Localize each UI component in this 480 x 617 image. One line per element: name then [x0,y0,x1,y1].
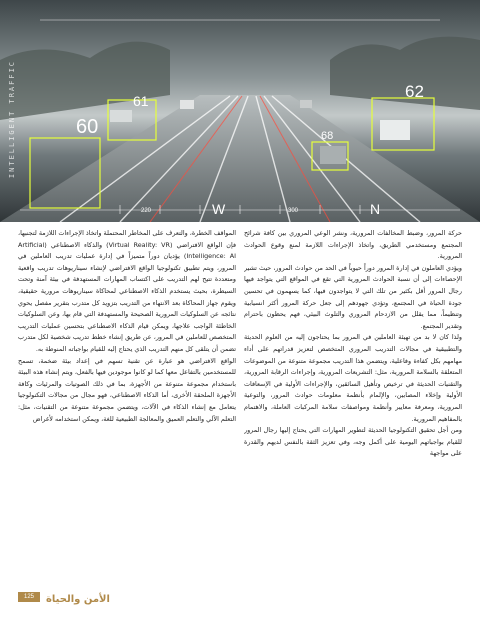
paragraph: المواقف الخطرة، والتعرف على المخاطر المحتملة واتخاذ الإجراءات اللازمة لتجنبها، فإن الواقع الافتراضي (Virtual Reality: VR) والذكاء الاصطناعي (Artificial Intelligence: AI) يؤديان دوراً متميزاً في إدارة عمليات تدريب العاملين في المرور، ويتم تطبيق تكنولوجيا الواقع الافتراضي لإنشاء سيناريوهات تدريب واقعية ومتعددة تتيح لهم التدريب على اكتساب المهارات المستهدفة في بيئة آمنة وتحت السيطرة، بحيث يستخدم الذكاء الاصطناعي لمحاكاة سيناريوهات مرورية حقيقية، ويقوم جهاز المحاكاة بعد الانتهاء من التدريب بتزويد كل متدرب بتقرير مفصل يحوي نتائجه عن السلوكيات المرورية الصحيحة والمستهدفة التي قام بها، وعن السلوكيات الخاطئة الواجب علاجها، ويمكن قيام الذكاء الاصطناعي بتحسين عمليات التدريب المتخصص للعاملين في المرور، عن طريق إنشاء خطط تدريب شخصية لكل متدرب تضمن أن يتلقى كل منهم التدريب الذي يحتاج إليه للقيام بواجباته المنوطة به. [18,229,236,353]
paragraph: ومن أجل تحقيق التكنولوجيا الحديثة لتطوير المهارات التي يحتاج إليها رجال المرور للقيام بواجباتهم اليومية على أكمل وجه، وفي تعزيز الثقة بالنفس لديهم والقدرة على مواجهة [244,426,462,458]
speed-label-60: 60 [76,116,99,138]
vertical-overlay-text: INTELLIGENT TRAFFIC [8,60,16,179]
paragraph: الواقع الافتراضي هو عبارة عن تقنية تسهم في إعداد بيئة ضخمة، تسمح للمستخدمين بالتفاعل معها كما لو كانوا موجودين فيها بالفعل، ويتم إنشاء هذه البيئة باستخدام مجموعة متنوعة من الأجهزة، بما في ذلك الصوتيات والمرئيات وكافة الأجهزة الملحقة الأخرى، أما الذكاء الاصطناعي، فهو مجال من مجالات التكنولوجيا يتعامل مع إنشاء الذكاء في الآلات، ويتضمن مجموعة متنوعة من التقنيات، مثل: التعلم الآلي والتعلم العميق والمعالجة الطبيعية للغة، ويمكن استخدامه لأغراض [18,356,236,423]
article-column-right [244,228,462,578]
compass-north: N [370,201,381,217]
paragraph: ويؤدي العاملون في إدارة المرور دوراً حيوياً في الحد من حوادث المرور، حيث تشير الإحصاءات إلى أن نسبة الحوادث المرورية التي تقع في المواقع التي يتواجد فيها رجال المرور أقل بكثير من تلك التي لا يتواجدون فيها، كما يسهمون في تحسين جودة الحياة في المجتمع، وتؤدي جهودهم إلى جعل حركة المرور أكثر انسيابية وتنظيماً، مما يقلل من الازدحام المروري والتلوث البيئي، فهم يحظون باحترام وتقدير المجتمع. [244,263,462,330]
page-number: 125 [18,592,40,602]
compass-tick-220: 220 [141,208,152,214]
speed-label-68: 68 [321,130,334,142]
article-column-left [18,228,236,578]
speed-label-62: 62 [405,82,424,101]
compass-tick-300: 300 [288,208,299,214]
page-footer [0,581,480,617]
highway-scene-graphic [0,0,480,222]
speed-label-61: 61 [133,93,149,109]
paragraph: حركة المرور، وضبط المخالفات المرورية، ونشر الوعي المروري بين كافة شرائح المجتمع ومستخدمي الطريق، واتخاذ الإجراءات اللازمة لمنع وقوع الحوادث المرورية. [244,229,462,261]
compass-west: W [212,201,226,217]
magazine-title: الأمن والحياة [46,594,110,605]
hero-image [0,0,480,222]
paragraph: ولذا كان لا بد من تهيئة العاملين في المرور بما يحتاجون إليه من العلوم الحديثة والتطبيقية في مجالات التدريب المروري المتخصص لتعزيز قدراتهم على أداء مهامهم بكل كفاءة وفاعلية، ويتضمن هذا التدريب مجموعة متنوعة من الموضوعات المتعلقة بالسلامة المرورية، مثل: التشريعات المرورية، وإجراءات الرقابة المرورية، والتقنيات الحديثة في ترخيص وتأهيل السائقين، والإجراءات الأولية في الإسعافات الأولية وإخلاء المصابين، والإلمام بأنظمة معلومات حوادث المرور، والتوعية المرورية، ومعرفة معايير وأنظمة ومواصفات سلامة المركبات العاملة، والاهتمام بالمفاهيم المرورية. [244,333,462,423]
